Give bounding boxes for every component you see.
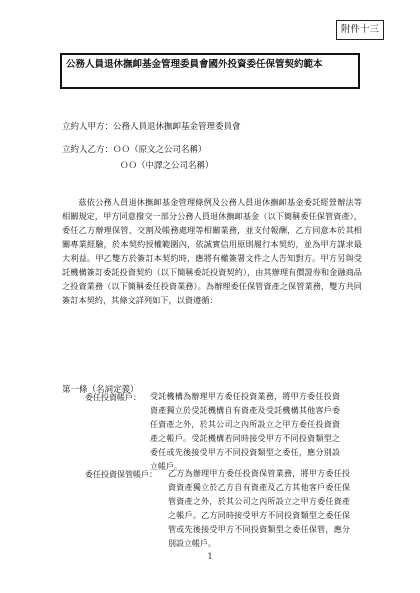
- annex-label: 附件十三: [336, 20, 384, 40]
- preamble-paragraph: 茲依公務人員退休撫卹基金管理條例及公務人員退休撫卹基金委託經營辦法等相關規定，甲方同意撥交一部分公務人員退休撫卹基金（以下簡稱委任保管資產），委任乙方辦理保管、交割及帳務處理等相關業務，並支付報酬，乙方同意本於其相關專業經驗，於本契約授權範圍內，依誠實信用原則履行本契約，並為甲方謀求最大利益。甲乙雙方於簽訂本契約時，應將有權簽署文件之人告知對方。甲方另與受託機構簽訂委託投資契約（以下簡稱委託投資契約），由其辦理有價證券和金融商品之投資業務（以下簡稱委任投資業務）。為辦理委任保管資產之保管業務，雙方共同簽訂本契約，其條文詳列如下，以資遵循：: [62, 197, 362, 305]
- definition-text-1: 受託機構為辦理甲方委任投資業務，將甲方委任投資資產獨立於受託機構自有資產及受託機構其他客戶委任資產之外，於其公司之內所設立之甲方委任投資資產之帳戶。受託機構若同時接受甲方不同投資類型之委任或先後接受甲方不同投資類型之委任，應分別設立帳戶。: [150, 392, 340, 471]
- definition-term-2: 委任投資保管帳戶：: [85, 470, 157, 479]
- party-b: 立約人乙方：ＯＯ（原文之公司名稱）: [62, 145, 207, 155]
- definition-term-1: 委任投資帳戶：: [85, 393, 141, 402]
- party-a: 立約人甲方：公務人員退休撫卹基金管理委員會: [62, 122, 241, 132]
- page-number: 1: [207, 552, 213, 561]
- party-b-chinese: ＯＯ（中譯之公司名稱）: [120, 161, 214, 171]
- article-1-heading: 第一條（名詞定義）: [62, 385, 139, 395]
- definition-text-2: 乙方為辦理甲方委任投資保管業務，將甲方委任投資資產獨立於乙方自有資產及乙方其他客戶委任保管資產之外，於其公司之內所設立之甲方委任資產之帳戶。乙方同時接受甲方不同投資類型之委任保管或先後接受甲方不同投資類型之委任保管，應分別設立帳戶。: [168, 469, 350, 548]
- document-title: 公務人員退休撫卹基金管理委員會國外投資委任保管契約範本: [60, 53, 360, 89]
